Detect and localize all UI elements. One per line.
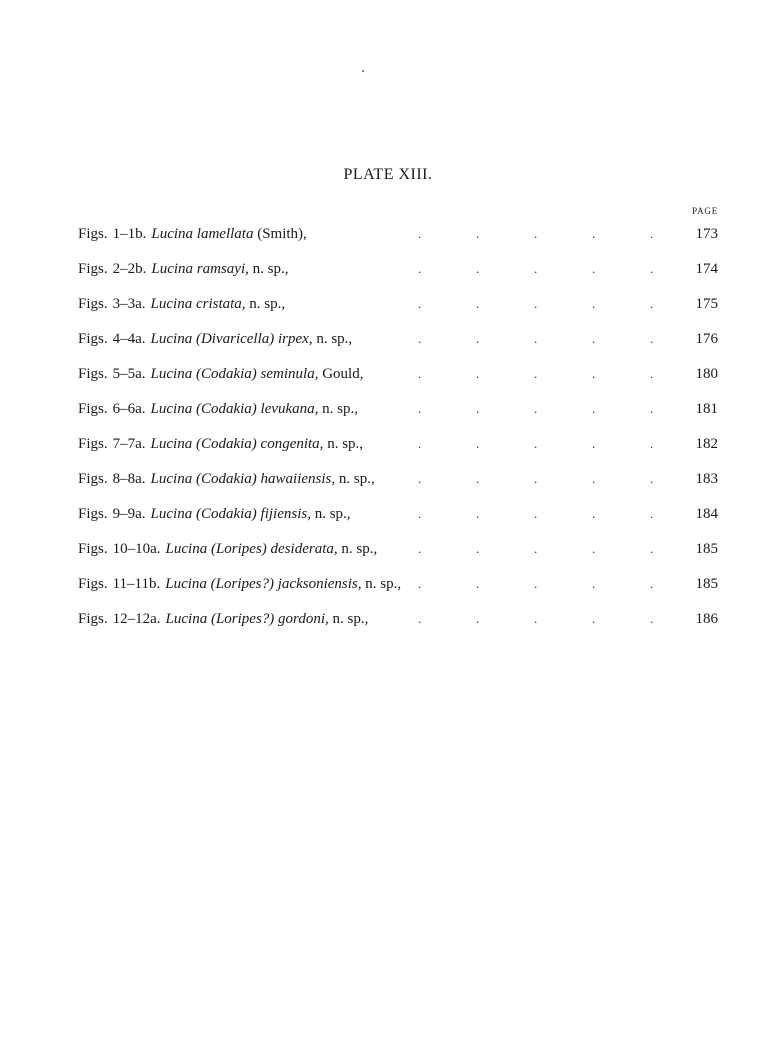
- leader-dot: .: [476, 471, 480, 486]
- leader-dot: .: [650, 401, 654, 416]
- leader-dot: .: [650, 611, 654, 626]
- page-number: 185: [695, 541, 718, 557]
- page-number: 181: [695, 401, 718, 417]
- figs-prefix: Figs.: [78, 436, 108, 452]
- leader-dot: .: [418, 331, 422, 346]
- page-number: 186: [695, 611, 718, 627]
- authority: n. sp.,: [341, 541, 378, 557]
- leader-dot: .: [650, 471, 654, 486]
- leader-dot: .: [650, 366, 654, 381]
- genus: Lucina: [150, 296, 193, 312]
- page-number: 182: [695, 436, 718, 452]
- species-epithet: levukana,: [260, 401, 319, 417]
- genus: Lucina: [150, 506, 193, 522]
- species-name: [151, 366, 364, 382]
- leader-dot: .: [418, 471, 422, 486]
- leader-dot: .: [476, 401, 480, 416]
- page-number: 175: [695, 296, 718, 312]
- leader-dot: .: [650, 436, 654, 451]
- entry-label: [78, 226, 307, 243]
- figure-range: 11–11b.: [112, 576, 161, 592]
- authority: n. sp.,: [314, 506, 351, 522]
- figure-range: 5–5a.: [112, 366, 146, 382]
- leader-dot: .: [476, 261, 480, 276]
- figs-prefix: Figs.: [78, 226, 108, 242]
- figure-range: 8–8a.: [112, 471, 146, 487]
- figure-range: 12–12a.: [112, 611, 161, 627]
- species-epithet: hawaiiensis,: [260, 471, 336, 487]
- leader-dot: .: [592, 471, 596, 486]
- leader-dot: .: [650, 576, 654, 591]
- authority: n. sp.,: [327, 436, 364, 452]
- leader-dot: .: [476, 611, 480, 626]
- leader-dot: .: [534, 436, 538, 451]
- leader-dot: .: [476, 296, 480, 311]
- figure-range: 10–10a.: [112, 541, 161, 557]
- leader-dot: .: [418, 366, 422, 381]
- entry-label: [78, 436, 363, 453]
- leader-dot: .: [592, 366, 596, 381]
- entry-label: [78, 296, 285, 313]
- figs-prefix: Figs.: [78, 541, 108, 557]
- entry-label: [78, 506, 351, 523]
- subgenus: (Loripes): [210, 541, 267, 557]
- page-number: 174: [695, 261, 718, 277]
- leader-dot: .: [418, 401, 422, 416]
- figure-entry: [78, 432, 718, 467]
- genus: Lucina: [151, 226, 194, 242]
- species-name: [166, 541, 378, 557]
- species-epithet: fijiensis,: [260, 506, 311, 522]
- figure-range: 6–6a.: [112, 401, 146, 417]
- leader-dot: .: [534, 506, 538, 521]
- figs-prefix: Figs.: [78, 611, 108, 627]
- entry-label: [78, 331, 352, 348]
- leader-dot: .: [476, 366, 480, 381]
- leader-dot: .: [650, 226, 654, 241]
- page-number: 184: [695, 506, 718, 522]
- species-epithet: cristata,: [195, 296, 246, 312]
- leader-dot: .: [650, 296, 654, 311]
- print-speck: [362, 70, 364, 72]
- species-epithet: ramsayi,: [196, 261, 249, 277]
- leader-dot: .: [476, 226, 480, 241]
- species-epithet: irpex,: [278, 331, 313, 347]
- figure-entry: [78, 292, 718, 327]
- leader-dot: .: [418, 436, 422, 451]
- subgenus: (Divaricella): [195, 331, 275, 347]
- leader-dot: .: [650, 506, 654, 521]
- page-number: 183: [695, 471, 718, 487]
- entry-label: [78, 576, 401, 593]
- plate-figure-list: [78, 222, 718, 642]
- species-name: [151, 471, 375, 487]
- figs-prefix: Figs.: [78, 576, 108, 592]
- authority: n. sp.,: [316, 331, 353, 347]
- species-name: [151, 401, 358, 417]
- genus: Lucina: [150, 436, 193, 452]
- leader-dot: .: [534, 401, 538, 416]
- leader-dot: .: [418, 296, 422, 311]
- figure-range: 2–2b.: [112, 261, 147, 277]
- genus: Lucina: [150, 366, 193, 382]
- leader-dot: .: [418, 261, 422, 276]
- entry-label: [78, 541, 377, 558]
- authority: (Smith),: [257, 226, 307, 242]
- genus: Lucina: [151, 261, 194, 277]
- leader-dot: .: [592, 506, 596, 521]
- authority: n. sp.,: [365, 576, 402, 592]
- subgenus: (Codakia): [195, 471, 257, 487]
- figure-entry: [78, 222, 718, 257]
- figs-prefix: Figs.: [78, 366, 108, 382]
- authority: n. sp.,: [252, 261, 289, 277]
- leader-dot: .: [592, 261, 596, 276]
- species-name: [151, 226, 306, 242]
- species-epithet: desiderata,: [270, 541, 338, 557]
- species-epithet: lamellata: [196, 226, 254, 242]
- plate-title: PLATE XIII.: [343, 166, 433, 183]
- authority: n. sp.,: [322, 401, 359, 417]
- leader-dot: .: [418, 541, 422, 556]
- figs-prefix: Figs.: [78, 296, 108, 312]
- leader-dot: .: [592, 226, 596, 241]
- leader-dot: .: [418, 611, 422, 626]
- leader-dot: .: [650, 261, 654, 276]
- leader-dot: .: [592, 611, 596, 626]
- page-number: 185: [695, 576, 718, 592]
- species-name: [151, 436, 364, 452]
- leader-dot: .: [534, 471, 538, 486]
- entry-label: [78, 611, 368, 628]
- entry-label: [78, 401, 358, 418]
- figure-entry: [78, 362, 718, 397]
- figs-prefix: Figs.: [78, 331, 108, 347]
- species-name: [151, 261, 288, 277]
- subgenus: (Codakia): [195, 366, 257, 382]
- leader-dot: .: [418, 506, 422, 521]
- figure-entry: [78, 467, 718, 502]
- genus: Lucina: [150, 331, 193, 347]
- page-column-header: PAGE: [692, 206, 718, 216]
- subgenus: (Codakia): [195, 506, 257, 522]
- figure-entry: [78, 502, 718, 537]
- leader-dot: .: [476, 576, 480, 591]
- figure-range: 1–1b.: [112, 226, 147, 242]
- subgenus: (Codakia): [195, 401, 257, 417]
- entry-label: [78, 261, 288, 278]
- species-name: [151, 296, 286, 312]
- entry-label: [78, 471, 375, 488]
- leader-dot: .: [534, 296, 538, 311]
- figure-entry: [78, 537, 718, 572]
- figs-prefix: Figs.: [78, 261, 108, 277]
- genus: Lucina: [165, 541, 208, 557]
- leader-dot: .: [476, 436, 480, 451]
- leader-dot: .: [592, 296, 596, 311]
- leader-dot: .: [534, 366, 538, 381]
- figs-prefix: Figs.: [78, 401, 108, 417]
- figure-entry: [78, 327, 718, 362]
- authority: Gould,: [322, 366, 364, 382]
- leader-dot: .: [534, 611, 538, 626]
- leader-dot: .: [476, 331, 480, 346]
- leader-dot: .: [592, 436, 596, 451]
- figure-entry: [78, 397, 718, 432]
- subgenus: (Loripes?): [210, 611, 275, 627]
- figs-prefix: Figs.: [78, 506, 108, 522]
- authority: n. sp.,: [338, 471, 375, 487]
- leader-dot: .: [476, 541, 480, 556]
- figure-range: 3–3a.: [112, 296, 146, 312]
- figure-range: 4–4a.: [112, 331, 146, 347]
- species-name: [166, 611, 369, 627]
- leader-dot: .: [534, 541, 538, 556]
- figure-entry: [78, 607, 718, 642]
- leader-dot: .: [534, 576, 538, 591]
- species-name: [165, 576, 401, 592]
- species-epithet: gordoni,: [278, 611, 329, 627]
- leader-dot: .: [592, 576, 596, 591]
- species-name: [151, 331, 353, 347]
- figure-entry: [78, 572, 718, 607]
- leader-dot: .: [534, 261, 538, 276]
- leader-dot: .: [592, 331, 596, 346]
- species-name: [151, 506, 351, 522]
- leader-dot: .: [650, 331, 654, 346]
- leader-dot: .: [650, 541, 654, 556]
- figure-entry: [78, 257, 718, 292]
- leader-dot: .: [592, 541, 596, 556]
- figs-prefix: Figs.: [78, 471, 108, 487]
- leader-dot: .: [534, 331, 538, 346]
- species-epithet: congenita,: [260, 436, 324, 452]
- species-epithet: seminula,: [260, 366, 319, 382]
- leader-dot: .: [418, 226, 422, 241]
- leader-dot: .: [534, 226, 538, 241]
- genus: Lucina: [165, 611, 208, 627]
- genus: Lucina: [150, 401, 193, 417]
- leader-dot: .: [418, 576, 422, 591]
- page-number: 180: [695, 366, 718, 382]
- figure-range: 7–7a.: [112, 436, 146, 452]
- species-epithet: jacksoniensis,: [277, 576, 362, 592]
- entry-label: [78, 366, 363, 383]
- leader-dot: .: [592, 401, 596, 416]
- leader-dot: .: [476, 506, 480, 521]
- figure-range: 9–9a.: [112, 506, 146, 522]
- subgenus: (Codakia): [195, 436, 257, 452]
- subgenus: (Loripes?): [210, 576, 275, 592]
- page-number: 173: [695, 226, 718, 242]
- page-number: 176: [695, 331, 718, 347]
- authority: n. sp.,: [249, 296, 286, 312]
- genus: Lucina: [165, 576, 207, 592]
- authority: n. sp.,: [332, 611, 369, 627]
- genus: Lucina: [150, 471, 193, 487]
